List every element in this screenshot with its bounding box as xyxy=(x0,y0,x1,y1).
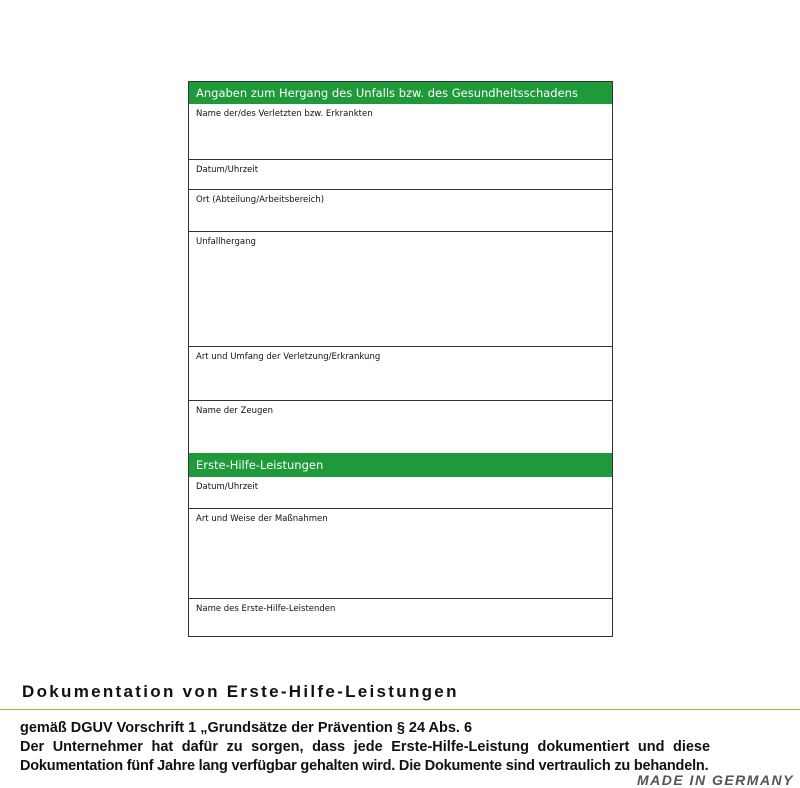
made-in-germany-label: MADE IN GERMANY xyxy=(636,772,794,788)
field-injury-type[interactable]: Art und Umfang der Verletzung/Erkrankung xyxy=(189,346,612,400)
first-aid-form xyxy=(188,81,613,637)
section-header-first-aid: Erste-Hilfe-Leistungen xyxy=(189,453,612,477)
field-measures[interactable]: Art und Weise der Maßnahmen xyxy=(189,508,612,598)
caption-line-2: Der Unternehmer hat dafür zu sorgen, dass jede Erste-Hilfe-Leistung dokumentiert und diese xyxy=(20,739,711,755)
caption-line-1: gemäß DGUV Vorschrift 1 „Grundsätze der Prävention § 24 Abs. 6 xyxy=(20,720,473,736)
divider xyxy=(0,709,800,710)
field-aid-date-time[interactable]: Datum/Uhrzeit xyxy=(196,482,259,492)
field-date-time[interactable]: Datum/Uhrzeit xyxy=(189,159,612,189)
field-accident-course[interactable]: Unfallhergang xyxy=(189,231,612,346)
field-first-aider-name[interactable]: Name des Erste-Hilfe-Leistenden xyxy=(189,598,612,636)
field-injured-name[interactable]: Name der/des Verletzten bzw. Erkrankten xyxy=(196,109,373,119)
field-witnesses[interactable]: Name der Zeugen xyxy=(189,400,612,453)
section-header-accident: Angaben zum Hergang des Unfalls bzw. des Gesundheitsschadens xyxy=(189,82,612,104)
field-location[interactable]: Ort (Abteilung/Arbeitsbereich) xyxy=(189,189,612,231)
caption-line-3: Dokumentation fünf Jahre lang verfügbar gehalten wird. Die Dokumente sind vertraulich zu behandeln. xyxy=(20,758,709,774)
caption-title: Dokumentation von Erste-Hilfe-Leistungen xyxy=(22,682,459,701)
